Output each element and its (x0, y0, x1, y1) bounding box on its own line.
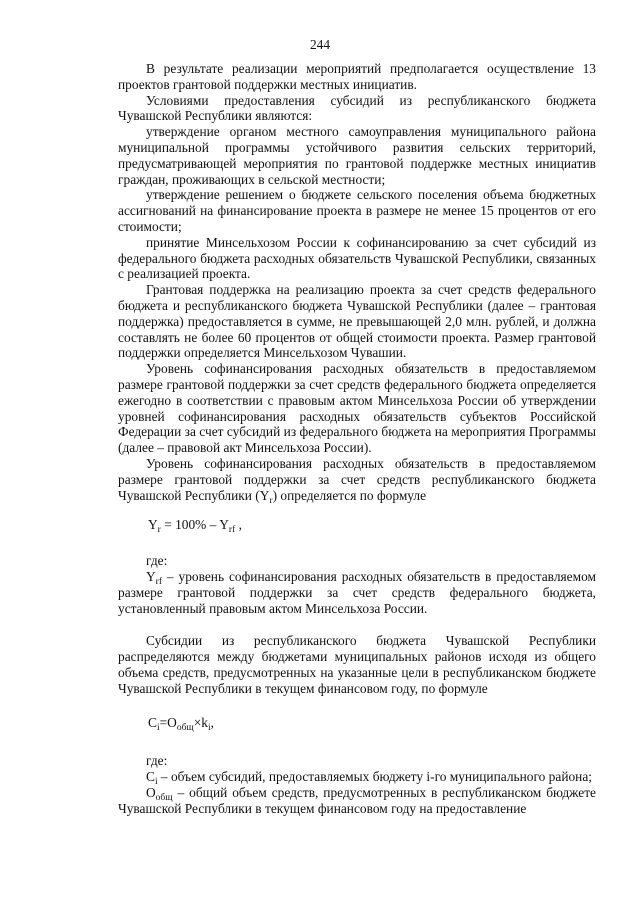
formula-part: = 100% – Y (160, 517, 229, 533)
paragraph-condition-budget: утверждение решением о бюджете сельского поселения объема бюджетных ассигнований на финансирование проекта в размере не менее 15 процентов от его стоимости; (118, 187, 596, 234)
formula-part: , (210, 715, 214, 731)
definition-text: – объем субсидий, предоставляемых бюджету i-го муниципального района; (157, 769, 593, 785)
subscript: i (156, 723, 160, 734)
paragraph-condition-program: утверждение органом местного самоуправления муниципального района муниципальной программы устойчивого развития сельских территорий, предусматривающей мероприятия по грантовой поддержке местных инициатив граждан, проживающих в сельской местности; (118, 124, 596, 187)
subscript: i (154, 777, 158, 788)
definition-text: – уровень софинансирования расходных обязательств в предоставляемом размере грантовой поддержки за счет средств федерального бюджета, установленный правовым актом Минсельхоза России. (118, 568, 596, 616)
where-label: где: (146, 553, 168, 569)
paragraph-condition-ministry: принятие Минсельхозом России к софинансированию за счет субсидий из федерального бюджета расходных обязательств Чувашской Республики, связанных с реализацией проекта. (118, 234, 596, 282)
formula-ci (148, 715, 596, 734)
paragraph-projects: В результате реализации мероприятий предполагается осуществление 13 проектов грантовой поддержки местных инициатив. (118, 61, 596, 92)
formula-part: , (235, 517, 242, 533)
formula-part: ×k (193, 715, 208, 731)
paragraph-republic-level (118, 455, 596, 506)
formula-yr (148, 517, 596, 536)
where-label-2: где: (146, 753, 168, 769)
symbol: C (146, 769, 155, 785)
definition-oobsh (118, 785, 596, 817)
paragraph-grant-support: Грантовая поддержка на реализацию проекта за счет средств федерального бюджета и республиканского бюджета Чувашской Республики (далее – грантовая поддержка) предоставляется в сумме, не превышающей 2,0 млн. рублей, и должна составлять не более 60 процентов от общей стоимости проекта. Размер грантовой поддержки определяется Минсельхозом Чувашии. (118, 282, 596, 361)
subscript: r (269, 495, 273, 506)
subscript: i (207, 723, 211, 734)
paragraph-conditions: Условиями предоставления субсидий из республиканского бюджета Чувашской Республики являются: (118, 92, 596, 124)
definition-yrf (118, 569, 596, 616)
formula-part: Y (148, 517, 158, 533)
text-part: ) определяется по формуле (272, 487, 427, 503)
formula-part: =O (159, 715, 177, 731)
formula-part: C (148, 715, 157, 731)
subscript: общ (176, 723, 194, 734)
paragraph-subsidies: Субсидии из республиканского бюджета Чувашской Республики распределяются между бюджетами муниципальных районов исходя из общего объема средств, предусмотренных на указанные цели в республиканском бюджете Чувашской Республики в текущем финансовом году, по формуле (118, 633, 596, 696)
definition-ci (118, 769, 596, 788)
symbol: О (146, 784, 156, 800)
definition-text: – общий объем средств, предусмотренных в республиканском бюджете Чувашской Республики в текущем финансовом году на предоставление (118, 784, 596, 816)
symbol: Y (146, 568, 156, 584)
subscript: r (157, 525, 161, 536)
page-number: 244 (309, 37, 331, 52)
subscript: rf (155, 576, 162, 587)
document-body (118, 61, 596, 816)
paragraph-federal-level: Уровень софинансирования расходных обязательств в предоставляемом размере грантовой поддержки за счет средств федерального бюджета определяется ежегодно в соответствии с правовым актом Минсельхоза России об утверждении уровней софинансирования расходных обязательств субъектов Российской Федерации за счет субсидий из федерального бюджета на мероприятия Программы (далее – правовой акт Минсельхоза России). (118, 361, 596, 456)
text-part: Уровень софинансирования расходных обязательств в предоставляемом размере грантовой поддержки за счет средств республиканского бюджета Чувашской Республики (Y (118, 455, 596, 503)
subscript: общ (155, 792, 173, 803)
subscript: rf (228, 525, 236, 536)
